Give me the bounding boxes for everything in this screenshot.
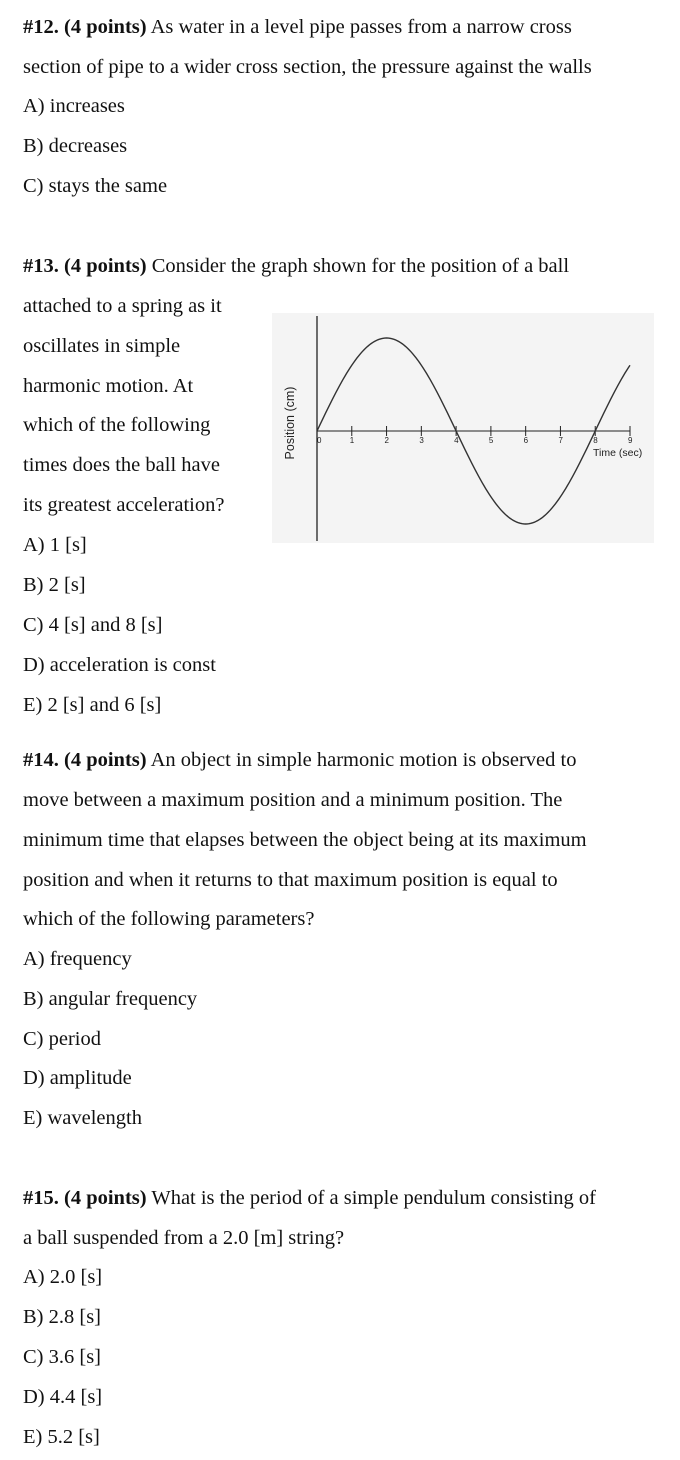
q13-points: (4 points) [64, 255, 147, 277]
q14-number: #14. [23, 749, 59, 771]
x-tick-label: 1 [349, 436, 355, 445]
q12-points: (4 points) [64, 16, 147, 38]
q15-stem-line1 [23, 1186, 596, 1210]
q13-stem-line: attached to a spring as it [23, 295, 222, 317]
x-tick-label: 9 [628, 436, 633, 445]
q15-option-c[interactable]: C) 3.6 [s] [23, 1346, 102, 1368]
q13-stem-line1 [23, 254, 569, 278]
q14-option-b[interactable]: B) angular frequency [23, 988, 198, 1010]
q13-option-c[interactable]: C) 4 [s] and 8 [s] [23, 614, 163, 636]
q14-option-d[interactable]: D) amplitude [23, 1067, 132, 1089]
q12-option-a[interactable]: A) increases [23, 95, 125, 117]
q12-option-b[interactable]: B) decreases [23, 135, 128, 157]
q15-points: (4 points) [64, 1187, 147, 1209]
q14-stem-line: which of the following parameters? [23, 908, 315, 930]
x-tick-label: 7 [558, 436, 563, 445]
x-tick-label: 5 [488, 436, 494, 445]
x-axis-label: Time (sec) [593, 447, 643, 459]
q13-stem-line: which of the following [23, 414, 211, 436]
q14-option-c[interactable]: C) period [23, 1028, 101, 1050]
q15-option-e[interactable]: E) 5.2 [s] [23, 1426, 100, 1448]
q12-stem-line1 [23, 15, 572, 39]
q13-stem-line: harmonic motion. At [23, 375, 194, 397]
q13-option-e[interactable]: E) 2 [s] and 6 [s] [23, 694, 162, 716]
q13-text1: Consider the graph shown for the position of a ball [146, 255, 570, 277]
q15-number: #15. [23, 1187, 59, 1209]
q14-option-a[interactable]: A) frequency [23, 948, 132, 970]
q14-option-e[interactable]: E) wavelength [23, 1107, 142, 1129]
q12-option-c[interactable]: C) stays the same [23, 175, 168, 197]
q13-stem-line: times does the ball have [23, 454, 220, 476]
q14-stem-line: position and when it returns to that maximum position is equal to [23, 869, 558, 891]
q12-stem-line2: section of pipe to a wider cross section, the pressure against the walls [23, 56, 592, 78]
q14-stem-line: move between a maximum position and a minimum position. The [23, 789, 563, 811]
q15-option-b[interactable]: B) 2.8 [s] [23, 1306, 102, 1328]
q13-stem-line: oscillates in simple [23, 335, 181, 357]
x-tick-label: 6 [523, 436, 529, 445]
q13-stem-line: its greatest acceleration? [23, 494, 225, 516]
x-tick-label: 4 [454, 436, 459, 445]
q13-option-d[interactable]: D) acceleration is const [23, 654, 216, 676]
position-time-graph [272, 313, 654, 543]
q13-number: #13. [23, 255, 59, 277]
q14-stem-line1 [23, 748, 576, 772]
q15-text1: What is the period of a simple pendulum consisting of [146, 1187, 597, 1209]
q12-number: #12. [23, 16, 59, 38]
x-tick-label: 3 [419, 436, 424, 445]
q15-option-a[interactable]: A) 2.0 [s] [23, 1266, 103, 1288]
y-axis-label: Position (cm) [283, 386, 297, 460]
q13-option-a[interactable]: A) 1 [s] [23, 534, 87, 556]
q15-option-d[interactable]: D) 4.4 [s] [23, 1386, 103, 1408]
x-tick-label: 2 [384, 436, 390, 445]
q12-text1: As water in a level pipe passes from a narrow cross [146, 16, 572, 38]
q15-stem-line: a ball suspended from a 2.0 [m] string? [23, 1227, 345, 1249]
q14-stem-line: minimum time that elapses between the object being at its maximum [23, 829, 587, 851]
q13-option-b[interactable]: B) 2 [s] [23, 574, 86, 596]
q14-text1: An object in simple harmonic motion is observed to [146, 749, 577, 771]
q14-points: (4 points) [64, 749, 147, 771]
x-tick-label: 8 [593, 436, 598, 445]
x-tick-label: 0 [317, 436, 322, 445]
